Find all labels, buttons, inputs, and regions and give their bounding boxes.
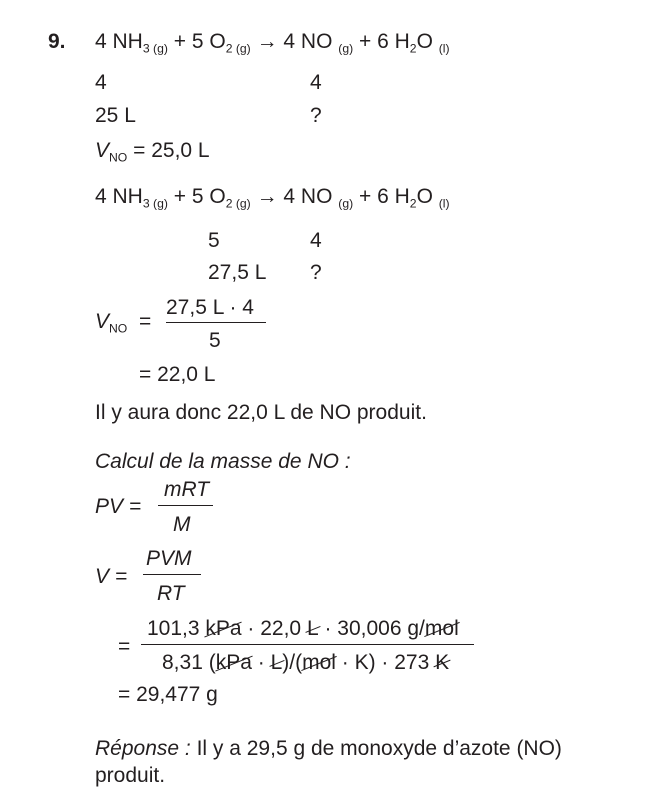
formula-1-denominator: M	[173, 513, 191, 536]
cancelled-unit: K	[435, 651, 450, 674]
result-2-denominator: 5	[209, 329, 221, 352]
result-2-equals: =	[139, 310, 152, 333]
known-left-2: 27,5 L	[208, 261, 267, 284]
product-no: 4 NO	[283, 185, 333, 208]
cancelled-unit: kPa	[205, 617, 242, 640]
problem-number: 9.	[48, 30, 66, 53]
reactant-nh3: 4 NH	[95, 185, 143, 208]
cancelled-unit: mol	[424, 617, 459, 640]
formula-2-numerator: PVM	[146, 547, 192, 570]
result-2-numerator: 27,5 L · 4	[166, 296, 254, 319]
calc-answer: = 29,477 g	[118, 683, 218, 706]
answer-label: Réponse :	[95, 737, 191, 760]
formula-2-lhs: V =	[95, 565, 128, 588]
cancelled-unit: L	[306, 617, 319, 640]
known-left-1: 25 L	[95, 104, 136, 127]
chemical-equation-2: 4 $NH_{3 (g)} + 5$ $O_{2 (g)} \to 4$ NO $_{(g)}$ + 6 $H_2O$ $_{(l)}$	[95, 185, 450, 211]
product-no: 4 NO	[283, 30, 333, 53]
fraction-bar	[158, 505, 213, 506]
known-right-2: ?	[310, 261, 322, 284]
result-2-answer: = 22,0 L	[139, 363, 216, 386]
mass-heading: Calcul de la masse de NO :	[95, 450, 351, 473]
final-answer-continued: produit.	[95, 764, 166, 787]
known-right-1: ?	[310, 104, 322, 127]
chemical-equation-1: 4 $NH_{3 (g)} + 5$ $O_{2 (g)} \to 4$ NO $_{(g)}$ + 6 $H_2O$ $_{(l)}$	[95, 30, 450, 56]
calc-numerator: 101,3 kPa · 22,0 L · 30,006 g/mol	[147, 617, 459, 640]
product-h2o: + 6 H	[359, 185, 410, 208]
product-h2o: + 6 H	[359, 30, 410, 53]
cancelled-unit: mol	[302, 651, 336, 674]
ratio-left-2: 5	[208, 229, 220, 252]
final-answer: Réponse : Il y a 29,5 g de monoxyde d’azote (NO)	[95, 737, 562, 760]
result-2-variable: $V_{NO}$	[95, 310, 128, 336]
ratio-left-1: 4	[95, 71, 107, 94]
cancelled-unit: L	[270, 651, 283, 674]
formula-1-numerator: mRT	[164, 478, 210, 501]
result-1: $V_{NO} = 25,0$ L	[95, 139, 210, 165]
calc-equals: =	[118, 635, 131, 658]
calc-denominator: 8,31 (kPa · L)/(mol · K) · 273 K	[162, 651, 450, 674]
reactant-nh3: 4 NH	[95, 30, 143, 53]
ratio-right-1: 4	[310, 71, 322, 94]
fraction-bar	[143, 574, 201, 575]
cancelled-unit: kPa	[215, 651, 252, 674]
formula-1-lhs: PV =	[95, 495, 142, 518]
reaction-arrow: →	[256, 30, 278, 53]
ratio-right-2: 4	[310, 229, 322, 252]
formula-2-denominator: RT	[157, 582, 185, 605]
reaction-arrow: →	[256, 185, 278, 208]
reactant-o2: + 5 O	[173, 30, 226, 53]
fraction-bar	[166, 322, 266, 323]
conclusion-text: Il y aura donc 22,0 L de NO produit.	[95, 401, 427, 424]
fraction-bar	[141, 644, 474, 645]
reactant-o2: + 5 O	[173, 185, 226, 208]
